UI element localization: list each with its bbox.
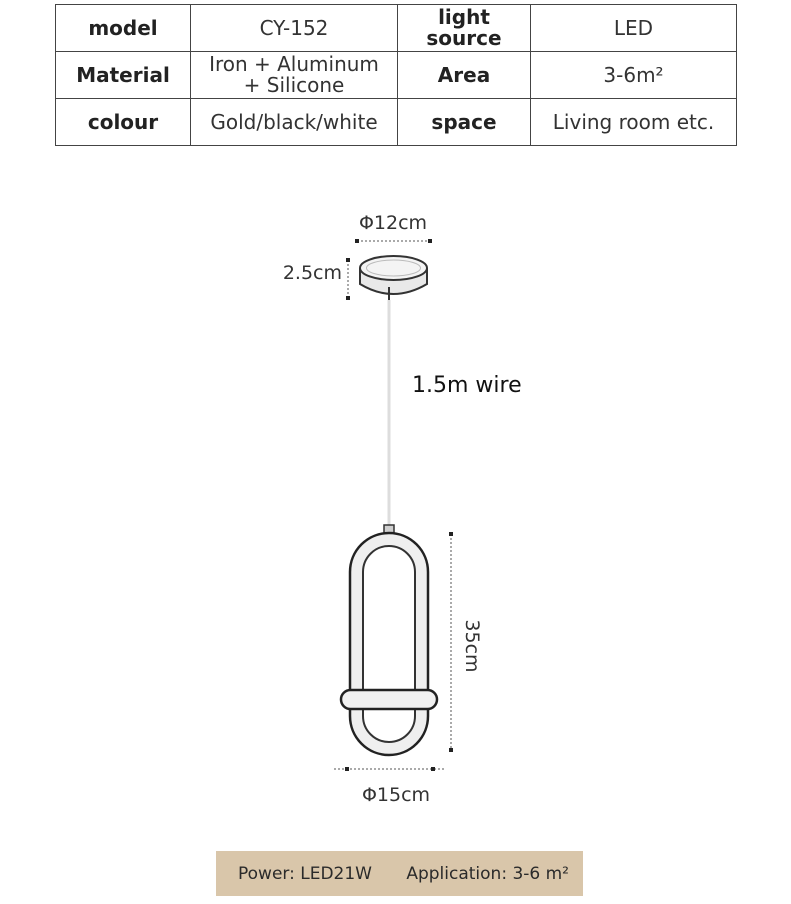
- spec-table: [55, 4, 737, 146]
- lamp-diameter-dimension: [334, 767, 446, 806]
- ceiling-canopy: [360, 256, 427, 300]
- spec-label-space: space: [398, 99, 531, 146]
- spec-label-material: Material: [56, 52, 191, 99]
- wire-length-label: 1.5m wire: [412, 373, 522, 398]
- spec-label-model: model: [56, 5, 191, 52]
- application-label: Application: 3-6 m²: [406, 863, 569, 884]
- canopy-diameter-label: Φ12cm: [358, 212, 428, 234]
- spec-label-colour: colour: [56, 99, 191, 146]
- spec-value-material: Iron + Aluminum + Silicone: [191, 52, 398, 99]
- lamp-height-label: 35cm: [461, 619, 483, 673]
- spec-value-space: Living room etc.: [531, 99, 737, 146]
- lamp-height-dimension: [449, 532, 483, 752]
- spec-row-colour: [56, 99, 737, 146]
- spec-footer-bar: [216, 851, 583, 896]
- spec-value-area: 3-6m²: [531, 52, 737, 99]
- spec-value-model: CY-152: [191, 5, 398, 52]
- hanging-wire: [389, 300, 522, 527]
- spec-label-area: Area: [398, 52, 531, 99]
- spec-value-colour: Gold/black/white: [191, 99, 398, 146]
- lamp-diameter-label: Φ15cm: [361, 784, 431, 806]
- lamp-dimension-diagram: [0, 150, 791, 840]
- spec-value-light-source: LED: [531, 5, 737, 52]
- spec-label-light-source: light source: [398, 5, 531, 52]
- canopy-height-dimension: [283, 258, 350, 300]
- power-label: Power: LED21W: [238, 863, 372, 884]
- canopy-height-label: 2.5cm: [282, 262, 342, 284]
- spec-row-model: [56, 5, 737, 52]
- spec-row-material: [56, 52, 737, 99]
- canopy-diameter-dimension: [355, 212, 432, 243]
- pendant-lamp: [341, 525, 437, 755]
